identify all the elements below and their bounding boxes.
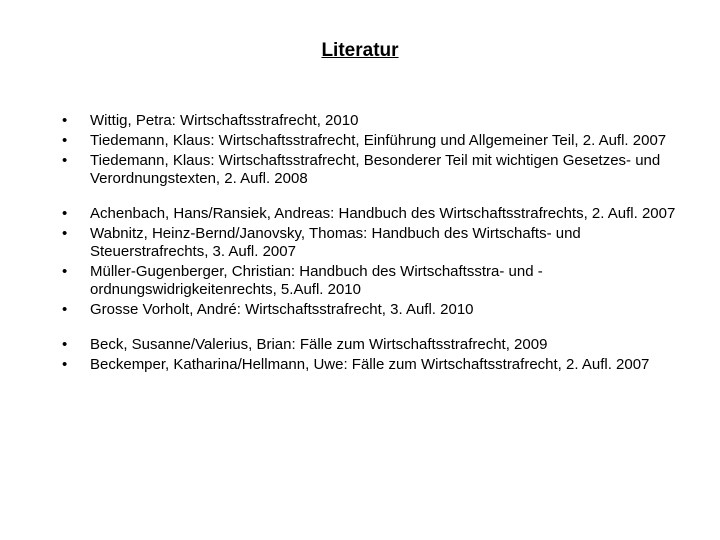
list-item-text: Beckemper, Katharina/Hellmann, Uwe: Fälle zum Wirtschaftsstrafrecht, 2. Aufl. 2007 — [90, 356, 650, 373]
bullet-icon: • — [62, 336, 68, 353]
list-item-text: Wabnitz, Heinz-Bernd/Janovsky, Thomas: Handbuch des Wirtschafts- und Steuerstrafrechts, 3. Aufl. 2007 — [90, 225, 581, 260]
bullet-icon: • — [62, 225, 68, 242]
list-item — [62, 225, 692, 261]
bibliography-list — [62, 112, 692, 376]
list-item — [62, 336, 692, 354]
list-item — [62, 356, 692, 374]
bullet-icon: • — [62, 205, 68, 222]
list-item-text: Grosse Vorholt, André: Wirtschaftsstrafrecht, 3. Aufl. 2010 — [90, 301, 474, 318]
list-item — [62, 132, 692, 150]
list-item-text: Achenbach, Hans/Ransiek, Andreas: Handbuch des Wirtschaftsstrafrechts, 2. Aufl. 2007 — [90, 205, 676, 222]
list-item — [62, 205, 692, 223]
bullet-icon: • — [62, 263, 68, 280]
list-item-text: Beck, Susanne/Valerius, Brian: Fälle zum Wirtschaftsstrafrecht, 2009 — [90, 336, 548, 353]
list-item-text: Wittig, Petra: Wirtschaftsstrafrecht, 2010 — [90, 112, 359, 129]
list-item — [62, 152, 692, 188]
slide-title: Literatur — [321, 40, 399, 61]
list-item-text: Müller-Gugenberger, Christian: Handbuch des Wirtschaftsstra- und -ordnungswidrigkeitenrechts, 5.Aufl. 2010 — [90, 263, 543, 298]
list-item — [62, 263, 692, 299]
reference-group-2 — [62, 205, 692, 319]
bullet-icon: • — [62, 132, 68, 149]
bullet-icon: • — [62, 356, 68, 373]
list-item — [62, 112, 692, 130]
reference-group-3 — [62, 336, 692, 374]
list-item-text: Tiedemann, Klaus: Wirtschaftsstrafrecht, Besonderer Teil mit wichtigen Gesetzes- und Verordnungstexten, 2. Aufl. 2008 — [90, 152, 661, 187]
reference-group-1 — [62, 112, 692, 188]
bullet-icon: • — [62, 301, 68, 318]
bullet-icon: • — [62, 112, 68, 129]
bullet-icon: • — [62, 152, 68, 169]
list-item-text: Tiedemann, Klaus: Wirtschaftsstrafrecht, Einführung und Allgemeiner Teil, 2. Aufl. 2007 — [90, 132, 667, 149]
list-item — [62, 301, 692, 319]
